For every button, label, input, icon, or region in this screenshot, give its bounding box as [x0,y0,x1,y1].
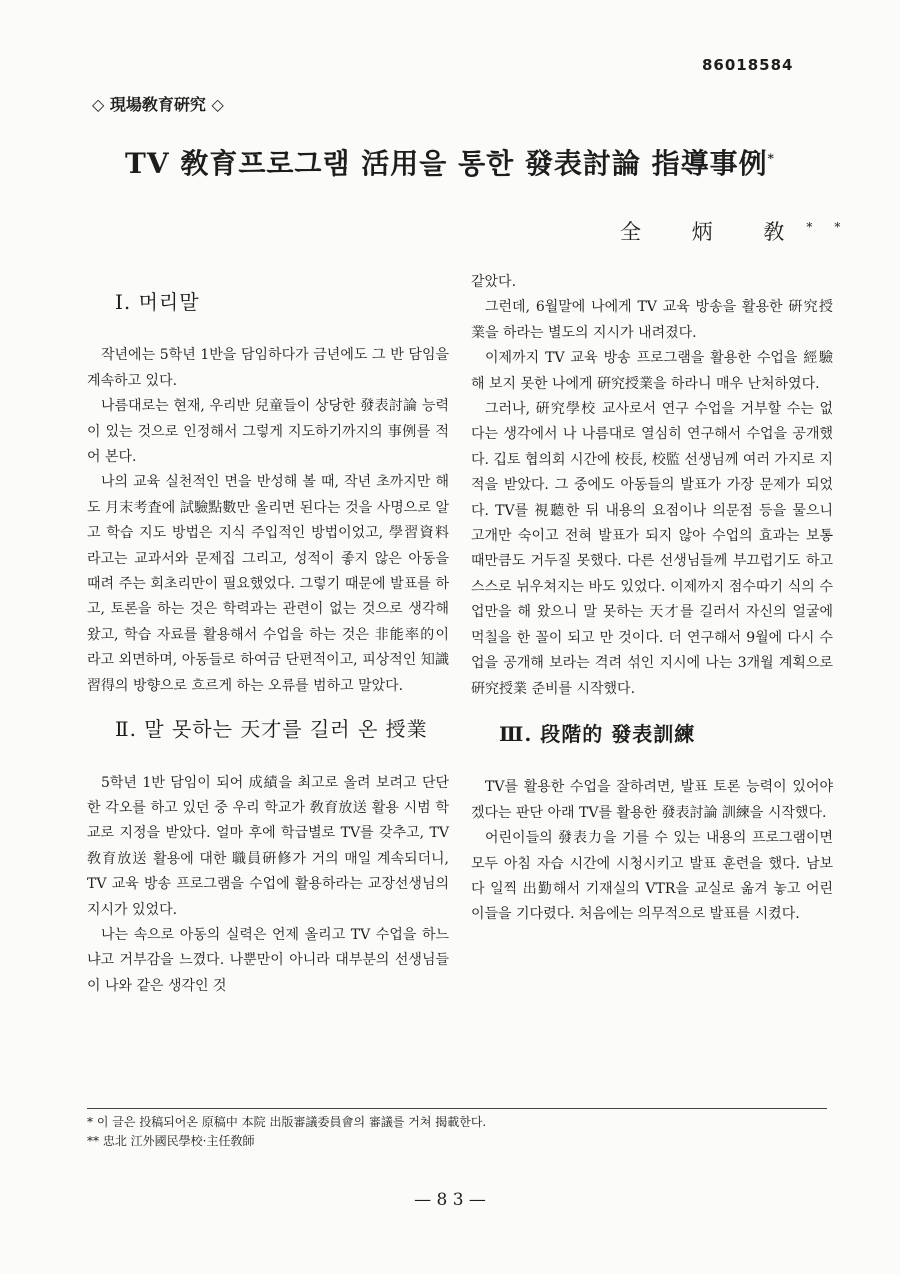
left-column [87,270,449,999]
paragraph-continuation: 같았다. [471,274,517,290]
article-title-text: TV 敎育프로그램 活用을 통한 發表討論 指導事例 [125,147,768,180]
author-name [620,216,862,246]
paragraph: 그러나, 硏究學校 교사로서 연구 수업을 거부할 수는 없다는 생각에서 나 나름대로 열심히 연구해서 수업을 공개했다. 깁토 협의회 시간에 校長, 校監 선생님께 여러 가지로 지적을 받았다. 그 중에도 아동들의 발표가 가장 문제가 되었다. TV를 視聽한 뒤 내용의 요점이나 의문점 등을 물으니 고개만 숙이고 전혀 발표가 되지 않아 수업의 효과는 보통 때만큼도 거두질 못했다. 다른 선생님들께 부끄럽기도 하고 스스로 뉘우쳐지는 바도 있었다. 이제까지 점수따기 식의 수업만을 해 왔으니 말 못하는 天才를 길러서 자신의 얼굴에 먹칠을 한 꼴이 되고 만 것이다. 더 연구해서 9월에 다시 수업을 공개해 보라는 격려 섞인 지시에 나는 3개월 계획으로 硏究授業 준비를 시작했다. [471,401,833,697]
document-id: 86018584 [702,56,794,74]
paragraph: 나름대로는 현재, 우리반 兒童들이 상당한 發表討論 능력이 있는 것으로 인정해서 그렇게 지도하기까지의 事例를 적어 본다. [87,398,449,466]
paragraph: 나의 교육 실천적인 면을 반성해 볼 때, 작년 초까지만 해도 月末考査에 試驗點數만 올리면 된다는 것을 사명으로 알고 학습 지도 방법은 지식 주입적인 방법이었고, 學習資料라고는 교과서와 문제집 그리고, 성적이 좋지 않은 아동을 때려 주는 회초리만이 필요했었다. 그렇기 때문에 발표를 하고, 토론을 하는 것은 학력과는 관련이 없는 것으로 생각해 왔고, 학습 자료를 활용해서 수업을 하는 것은 非能率的이라고 외면하며, 아동들로 하여금 단편적이고, 피상적인 知識習得의 방향으로 흐르게 하는 오류를 범하고 말았다. [87,474,449,694]
right-column [471,270,833,928]
paragraph: 나는 속으로 아동의 실력은 언제 올리고 TV 수업을 하느냐고 거부감을 느꼈다. 나뿐만이 아니라 대부분의 선생님들이 나와 같은 생각인 것 [87,926,449,994]
section-heading-1: Ⅰ. 머리말 [115,290,200,314]
paragraph: 그런데, 6월말에 나에게 TV 교육 방송을 활용한 硏究授業을 하라는 별도의 지시가 내려졌다. [471,299,833,341]
paragraph: 작년에는 5학년 1반을 담임하다가 금년에도 그 반 담임을 계속하고 있다. [87,347,449,389]
section-heading-3: Ⅲ. 段階的 發表訓練 [499,721,696,746]
footnote-2: ** 忠北 江外國民學校·主任敎師 [87,1134,255,1148]
series-label: ◇ 現場敎育硏究 ◇ [92,95,224,114]
paragraph: 어린이들의 發表力을 기를 수 있는 내용의 프로그램이면 모두 아침 자습 시간에 시청시키고 발표 훈련을 했다. 남보다 일찍 出勤해서 기재실의 VTR을 교실로 옮겨 놓고 어린이들을 기다렸다. 처음에는 의무적으로 발표를 시켰다. [471,830,833,923]
page-number: — 8 3 — [414,1190,486,1210]
footnotes [87,1108,827,1151]
article-title [60,142,840,182]
section-heading-2: Ⅱ. 말 못하는 天才를 길러 온 授業 [115,717,428,742]
footnote-1: * 이 글은 投稿되어온 原稿中 本院 出版審議委員會의 審議를 거쳐 揭載한다. [87,1115,487,1129]
author-name-text: 全 炳 敎 [620,220,807,244]
paragraph: TV를 활용한 수업을 잘하려면, 발표 토론 능력이 있어야겠다는 판단 아래 TV를 활용한 發表討論 訓練을 시작했다. [471,779,833,821]
title-footnote-mark: * [767,151,775,166]
paragraph: 이제까지 TV 교육 방송 프로그램을 활용한 수업을 經驗해 보지 못한 나에게 硏究授業을 하라니 매우 난처하였다. [471,350,833,392]
author-footnote-mark: ** [806,220,863,234]
paragraph: 5학년 1반 담임이 되어 成績을 최고로 올려 보려고 단단한 각오를 하고 있던 중 우리 학교가 敎育放送 활용 시범 학교로 지정을 받았다. 얼마 후에 학급별로 TV를 갖추고, TV 敎育放送 활용에 대한 職員硏修가 거의 매일 계속되더니, TV 교육 방송 프로그램을 수업에 활용하라는 교장선생님의 지시가 있었다. [87,774,449,918]
